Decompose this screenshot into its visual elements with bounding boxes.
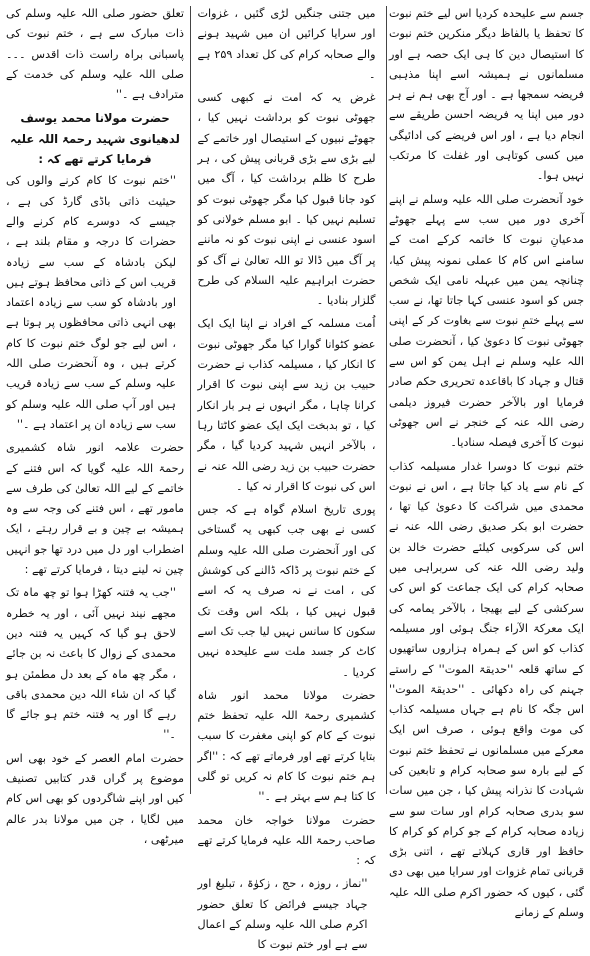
section-heading: حضرت مولانا محمد یوسف لدھیانوی شہید رحمۃ اللہ علیہ فرمایا کرتے تھے کہ :	[10, 111, 180, 167]
paragraph: میں جتنی جنگیں لڑی گئیں ، غزوات اور سرایا کرائیں ان میں شہید ہونے والے صحابہ کرام کی کل تعداد ۲۵۹ ہے ۔	[197, 7, 376, 81]
paragraph: حضرت مولانا محمد انور شاہ کشمیری رحمۃ اللہ علیہ تحفظ ختم نبوت کے کام کو اپنی مغفرت کا سبب بتایا کرتے تھے اور فرماتے تھے کہ : ''اگر ہم ختم نبوت کا کام نہ کریں تو گلی کا کتا ہم سے بہتر ہے ۔''	[197, 688, 376, 804]
paragraph: خود آنحضرت صلی اللہ علیہ وسلم نے اپنے آخری دور میں سب سے پہلے جھوٹے مدعیانِ نبوت کا خاتمہ کرکے امت کے سامنے اس کام کا عملی نمونہ پیش کیا، چنانچہ یمن میں عبہلہ نامی ایک شخص جس کو اسود عنسی کہا جاتا تھا، نے سب سے پہلے ختمِ نبوت سے بغاوت کر کے اپنی جھوٹی نبوت کا دعویٰ کیا ، آنحضرت صلی اللہ علیہ وسلم نے اہل یمن کو اس سے قتال و جہاد کا باقاعدہ تحریری حکم صادر فرمایا اور بالآخر حضرت فیروز دیلمی رضی اللہ عنہ کے خنجر نے اس جھوٹی نبوت کا آخری فیصلہ سنادیا۔	[389, 192, 584, 450]
article-column-middle	[193, 4, 381, 952]
quoted-paragraph: ''نماز ، روزہ ، حج ، زکوٰۃ ، تبلیغ اور جہاد جیسے فرائض کا تعلق حضور اکرم صلی اللہ علیہ وسلم کے اعمال سے ہے اور ختم نبوت کا	[197, 877, 368, 952]
article-column-left	[6, 4, 188, 846]
paragraph: ختم نبوت کا دوسرا غدار مسیلمہ کذاب کے نام سے یاد کیا جاتا ہے ، اس نے نبوت محمدی میں شراکت کا دعویٰ کیا تھا ، حضرت ابو بکر صدیق رضی اللہ عنہ نے اس کی سرکوبی کیلئے حضرت خالد بن ولید رضی اللہ عنہ کی سربراہی میں صحابہ کرام کی ایک جماعت کو اس کی سرکشی کے لیے بھیجا ، بالآخر یمامہ کی ایک معرکۃ الآراء جنگ ہوئی اور مسیلمہ کذاب کو اس کے ہمراہ ہزاروں ساتھیوں کے ساتھ قلعہ ''حدیقۃ الموت'' کے راستے جہنم کی راہ دکھائی ۔ ''حدیقۃ الموت'' اس جگہ کا نام ہے جہاں مسیلمہ کذاب کی موت واقع ہوئی ، صرف اس ایک معرکے میں مسلمانوں نے تحفظ ختم نبوت کے لیے بارہ سو صحابہ کرام و تابعین کی شہادت کا نذرانہ پیش کیا ، جن میں سات سو بدری صحابہ کرام اور سات سو سے زیادہ صحابہ کرام کے جو کرام کو کرام کا حافظ اور قاری کہلاتے تھے ، اتنی بڑی قربانی تمام غزوات اور سرایا میں بھی دی گئی ، کیوں کہ حضور اکرم صلی اللہ علیہ وسلم کے زمانے	[389, 459, 584, 920]
paragraph: حضرت امام العصر کے خود بھی اس موضوع پر گراں قدر کتابیں تصنیف کیں اور اپنے شاگردوں کو بھی اس کام میں لگایا ، جن میں مولانا بدر عالم میرٹھی ،	[6, 751, 184, 846]
quoted-paragraph: ''جب یہ فتنہ کھڑا ہوا تو چھ ماہ تک مجھے نیند نہیں آئی ، اور یہ خطرہ لاحق ہو گیا کہ کہیں یہ فتنہ دین محمدی کے زوال کا باعث نہ بن جائے ، مگر چھ ماہ کے بعد دل مطمئن ہو گیا کہ ان شاء اللہ دین محمدی باقی رہے گا اور یہ فتنہ ختم ہو جائے گا ۔''	[6, 586, 176, 742]
article-column-right	[385, 4, 584, 920]
paragraph: تعلق حضور صلی اللہ علیہ وسلم کی ذات مبارک سے ہے ، ختم نبوت کی پاسبانی براہ راست ذات اقدس ۔۔۔ صلی اللہ علیہ وسلم کی خدمت کے مترادف ہے ۔''	[6, 7, 184, 102]
column-divider-left	[190, 6, 191, 794]
paragraph: حضرت مولانا خواجہ خان محمد صاحب رحمۃ اللہ علیہ فرمایا کرتے تھے کہ :	[197, 813, 376, 868]
paragraph: پوری تاریخ اسلام گواہ ہے کہ جس کسی نے بھی جب کبھی یہ گستاخی کی اور آنحضرت صلی اللہ علیہ وسلم کے ختم نبوت پر ڈاکہ ڈالنے کی کوشش کی ، امت نے نہ صرف یہ کہ اسے قبول نہیں کیا ، بلکہ اس وقت تک سکون کا سانس نہیں لیا جب تک اسے کاٹ کر جسد ملت سے علیحدہ نہیں کردیا ۔	[197, 503, 376, 679]
paragraph: غرض یہ کہ امت نے کبھی کسی جھوٹی نبوت کو برداشت نہیں کیا ، جھوٹے نبیوں کے استیصال اور خاتمے کے لیے بڑی سے بڑی قربانی پیش کی ، ہر طرح کا ظلم برداشت کیا ، آگ میں کود جانا قبول کیا مگر جھوٹی نبوت کو تسلیم نہیں کیا ۔ ابو مسلم خولانی کو اسود عنسی نے اپنی نبوت کو نہ ماننے پر آگ میں ڈالا تو اللہ تعالیٰ نے آگ کو حضرت ابراہیم علیہ السلام کی طرح گلزار بنادیا ۔	[197, 91, 376, 308]
paragraph: اُمت مسلمہ کے افراد نے اپنا ایک ایک عضو کٹوانا گوارا کیا مگر جھوٹی نبوت کا انکار کیا ، مسیلمہ کذاب نے حضرت حبیب بن زید سے اپنی نبوت کا اقرار کرانا چاہا ، مگر انہوں نے ہر بار انکار کیا ، تو بدبخت ایک ایک عضو کاٹتا رہا ، بالآخر انہیں شہید کردیا گیا ، مگر حضرت حبیب بن زید رضی اللہ عنہ نے اس کی نبوت کا اقرار نہ کیا ۔	[197, 317, 376, 493]
paragraph: جسم سے علیحدہ کردیا اس لیے ختم نبوت کا تحفظ یا بالفاظ دیگر منکرین ختم نبوت کا استیصال دین کا ہی ایک حصہ ہے اور مسلمانوں نے ہمیشہ اسے اپنا مذہبی فریضہ سمجھا ہے ۔ اور آج بھی ہم نے ہر دور میں اپنا یہ فریضہ احسن طریقے سے انجام دیا ہے ، اور اس فریضے کی ادائیگی میں کسی کوتاہی اور غفلت کا مرتکب نہیں ہوا۔	[389, 7, 584, 183]
column-divider-right	[386, 6, 387, 794]
paragraph: حضرت علامہ انور شاہ کشمیری رحمۃ اللہ علیہ گویا کہ اس فتنے کے خاتمے کے لیے اللہ تعالیٰ کی طرف سے مامور تھے ، اس فتنے کی وجہ سے وہ ہمیشہ بے چین و بے قرار رہتے ، ایک اضطراب اور دل میں درد تھا جو انہیں چین نہ لینے دیتا ، فرمایا کرتے تھے :	[6, 441, 184, 577]
quoted-paragraph: ''ختم نبوت کا کام کرنے والوں کی حیثیت ذاتی باڈی گارڈ کی ہے ، جیسے کہ دوسرے کام کرنے والے حضرات کا درجہ و مقام بلند ہے ، لیکن بادشاہ کے سب سے زیادہ قریب اس کے ذاتی محافظ ہوتے ہیں اور بادشاہ کو سب سے زیادہ اعتماد بھی انہی ذاتی محافظوں پر ہوتا ہے ، اس لیے جو لوگ ختم نبوت کا کام کرتے ہیں ، وہ آنحضرت صلی اللہ علیہ وسلم کے سب سے زیادہ قریب ہیں اور آپ صلی اللہ علیہ وسلم کو سب سے زیادہ ان پر اعتماد ہے ۔''	[6, 174, 176, 431]
